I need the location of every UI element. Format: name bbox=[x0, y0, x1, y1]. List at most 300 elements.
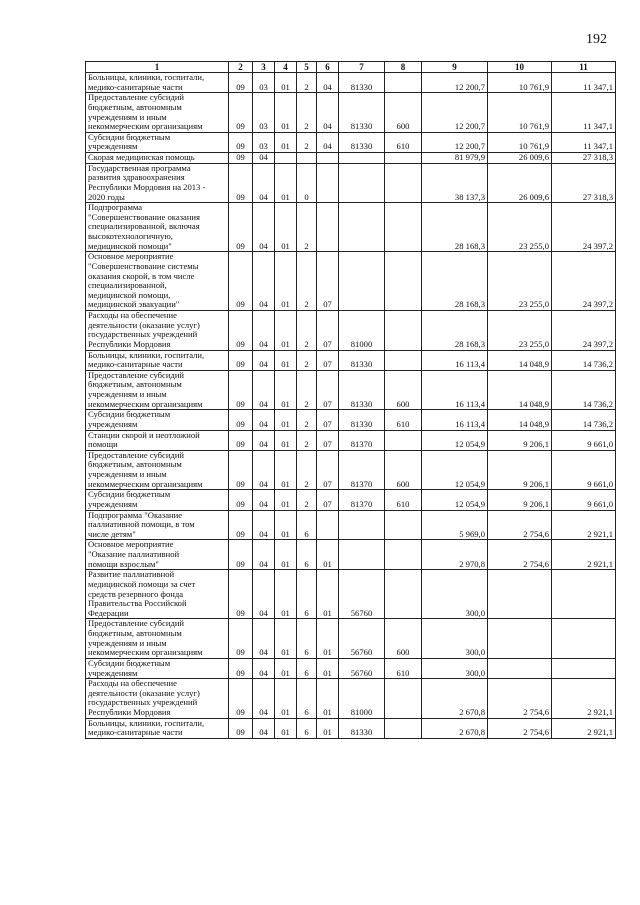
amount-2018: 5 969,0 bbox=[422, 510, 488, 540]
item-name bbox=[86, 679, 229, 719]
expense-code bbox=[339, 163, 385, 203]
section-code: 04 bbox=[253, 370, 275, 410]
program-code: 01 bbox=[275, 510, 297, 540]
amount-2018: 81 979,9 bbox=[422, 153, 488, 164]
item-name-line: учреждениям bbox=[88, 418, 138, 429]
amount-2019: 23 255,0 bbox=[488, 311, 552, 351]
item-name-line: учреждениям и иным bbox=[88, 469, 167, 480]
section-code: 04 bbox=[253, 252, 275, 311]
type-code: 600 bbox=[385, 619, 422, 659]
ministry-code: 09 bbox=[229, 658, 253, 678]
amount-2019: 2 754,6 bbox=[488, 679, 552, 719]
expense-code: 56760 bbox=[339, 570, 385, 619]
item-name-line: Субсидии бюджетным bbox=[88, 658, 171, 668]
column-header: 9 bbox=[422, 62, 488, 73]
item-name bbox=[86, 718, 229, 738]
item-name bbox=[86, 163, 229, 203]
item-name-line: Субсидии бюджетным bbox=[88, 489, 171, 500]
amount-2018: 12 054,9 bbox=[422, 450, 488, 490]
amount-2020: 27 318,3 bbox=[552, 153, 616, 164]
subprogram-code: 6 bbox=[297, 658, 317, 678]
amount-2019: 26 009,6 bbox=[488, 163, 552, 203]
amount-2020: 24 397,2 bbox=[552, 252, 616, 311]
amount-2019: 14 048,9 bbox=[488, 350, 552, 370]
section-code: 04 bbox=[253, 679, 275, 719]
event-code: 07 bbox=[317, 430, 339, 450]
item-name-line: Основное мероприятие bbox=[88, 539, 174, 550]
section-code: 04 bbox=[253, 450, 275, 490]
amount-2018: 16 113,4 bbox=[422, 410, 488, 430]
amount-2019: 10 761,9 bbox=[488, 93, 552, 133]
column-header: 2 bbox=[229, 62, 253, 73]
item-name-line: медицинской помощи" bbox=[88, 240, 172, 251]
amount-2020 bbox=[552, 658, 616, 678]
item-name-line: Предоставление субсидий bbox=[88, 618, 185, 629]
ministry-code: 09 bbox=[229, 430, 253, 450]
table-row bbox=[86, 163, 616, 203]
ministry-code: 09 bbox=[229, 718, 253, 738]
amount-2019: 23 255,0 bbox=[488, 252, 552, 311]
item-name bbox=[86, 570, 229, 619]
subprogram-code: 6 bbox=[297, 679, 317, 719]
amount-2018: 300,0 bbox=[422, 619, 488, 659]
item-name-line: деятельности (оказание услуг) bbox=[88, 687, 200, 698]
item-name-line: учреждениям bbox=[88, 141, 138, 152]
item-name bbox=[86, 430, 229, 450]
event-code bbox=[317, 203, 339, 252]
type-code bbox=[385, 252, 422, 311]
column-header: 11 bbox=[552, 62, 616, 73]
item-name-line: Подпрограмма "Оказание bbox=[88, 510, 183, 520]
amount-2019: 14 048,9 bbox=[488, 370, 552, 410]
subprogram-code: 6 bbox=[297, 570, 317, 619]
type-code bbox=[385, 679, 422, 719]
item-name-line: Расходы на обеспечение bbox=[88, 310, 177, 321]
amount-2019: 9 206,1 bbox=[488, 450, 552, 490]
expense-code: 81330 bbox=[339, 132, 385, 152]
type-code bbox=[385, 350, 422, 370]
type-code bbox=[385, 510, 422, 540]
table-row bbox=[86, 153, 616, 164]
expense-code: 81330 bbox=[339, 718, 385, 738]
ministry-code: 09 bbox=[229, 370, 253, 410]
ministry-code: 09 bbox=[229, 153, 253, 164]
item-name-line: Правительства Российской bbox=[88, 598, 187, 609]
item-name-line: медико-санитарные части bbox=[88, 359, 183, 370]
event-code: 07 bbox=[317, 410, 339, 430]
ministry-code: 09 bbox=[229, 540, 253, 570]
item-name-line: Государственная программа bbox=[88, 163, 191, 173]
program-code: 01 bbox=[275, 370, 297, 410]
amount-2018: 28 168,3 bbox=[422, 203, 488, 252]
ministry-code: 09 bbox=[229, 163, 253, 203]
section-code: 04 bbox=[253, 350, 275, 370]
item-name-line: Расходы на обеспечение bbox=[88, 678, 177, 689]
subprogram-code: 6 bbox=[297, 540, 317, 570]
program-code: 01 bbox=[275, 490, 297, 510]
amount-2019 bbox=[488, 658, 552, 678]
type-code bbox=[385, 570, 422, 619]
item-name bbox=[86, 311, 229, 351]
event-code: 01 bbox=[317, 658, 339, 678]
table-row bbox=[86, 93, 616, 133]
section-code: 04 bbox=[253, 153, 275, 164]
type-code bbox=[385, 430, 422, 450]
ministry-code: 09 bbox=[229, 132, 253, 152]
section-code: 04 bbox=[253, 410, 275, 430]
ministry-code: 09 bbox=[229, 450, 253, 490]
item-name bbox=[86, 350, 229, 370]
item-name-line: бюджетным, автономным bbox=[88, 101, 182, 112]
expense-code: 81370 bbox=[339, 430, 385, 450]
expense-code: 81000 bbox=[339, 679, 385, 719]
expense-code: 81000 bbox=[339, 311, 385, 351]
amount-2018: 12 054,9 bbox=[422, 490, 488, 510]
section-code: 04 bbox=[253, 658, 275, 678]
subprogram-code: 2 bbox=[297, 93, 317, 133]
section-code: 04 bbox=[253, 490, 275, 510]
program-code: 01 bbox=[275, 570, 297, 619]
item-name-line: деятельности (оказание услуг) bbox=[88, 319, 200, 330]
ministry-code: 09 bbox=[229, 252, 253, 311]
program-code: 01 bbox=[275, 350, 297, 370]
item-name-line: "Оказание паллиативной bbox=[88, 549, 180, 560]
event-code: 01 bbox=[317, 540, 339, 570]
amount-2019: 2 754,6 bbox=[488, 540, 552, 570]
item-name-line: паллиативной помощи, в том bbox=[88, 519, 195, 530]
expense-code: 81330 bbox=[339, 370, 385, 410]
table-row bbox=[86, 350, 616, 370]
subprogram-code: 6 bbox=[297, 510, 317, 540]
event-code: 07 bbox=[317, 490, 339, 510]
subprogram-code: 2 bbox=[297, 430, 317, 450]
ministry-code: 09 bbox=[229, 73, 253, 93]
amount-2019 bbox=[488, 619, 552, 659]
type-code bbox=[385, 540, 422, 570]
type-code: 610 bbox=[385, 658, 422, 678]
ministry-code: 09 bbox=[229, 619, 253, 659]
subprogram-code: 2 bbox=[297, 450, 317, 490]
item-name-line: Предоставление субсидий bbox=[88, 92, 185, 103]
subprogram-code: 2 bbox=[297, 490, 317, 510]
amount-2018: 12 054,9 bbox=[422, 430, 488, 450]
item-name bbox=[86, 658, 229, 678]
table-row bbox=[86, 510, 616, 540]
amount-2020: 24 397,2 bbox=[552, 203, 616, 252]
amount-2018: 16 113,4 bbox=[422, 350, 488, 370]
item-name-line: помощи взрослым" bbox=[88, 558, 159, 569]
section-code: 04 bbox=[253, 430, 275, 450]
column-header: 10 bbox=[488, 62, 552, 73]
event-code: 07 bbox=[317, 350, 339, 370]
ministry-code: 09 bbox=[229, 679, 253, 719]
expense-code: 81330 bbox=[339, 350, 385, 370]
table-row bbox=[86, 203, 616, 252]
item-name-line: учреждениям и иным bbox=[88, 637, 167, 648]
item-name-line: 2020 годы bbox=[88, 191, 125, 202]
amount-2019: 9 206,1 bbox=[488, 430, 552, 450]
table-row bbox=[86, 430, 616, 450]
table-row bbox=[86, 679, 616, 719]
event-code: 01 bbox=[317, 679, 339, 719]
program-code: 01 bbox=[275, 679, 297, 719]
item-name bbox=[86, 410, 229, 430]
amount-2020: 14 736,2 bbox=[552, 410, 616, 430]
item-name-line: числе детям" bbox=[88, 528, 136, 539]
item-name-line: развития здравоохранения bbox=[88, 172, 185, 183]
amount-2020: 2 921,1 bbox=[552, 718, 616, 738]
expense-code bbox=[339, 252, 385, 311]
event-code: 01 bbox=[317, 718, 339, 738]
item-name bbox=[86, 93, 229, 133]
column-header: 5 bbox=[297, 62, 317, 73]
program-code: 01 bbox=[275, 410, 297, 430]
item-name-line: Субсидии бюджетным bbox=[88, 409, 171, 420]
item-name-line: помощи bbox=[88, 439, 118, 450]
program-code: 01 bbox=[275, 252, 297, 311]
program-code: 01 bbox=[275, 718, 297, 738]
item-name-line: учреждениям и иным bbox=[88, 389, 167, 400]
table-row bbox=[86, 490, 616, 510]
subprogram-code: 2 bbox=[297, 73, 317, 93]
ministry-code: 09 bbox=[229, 350, 253, 370]
item-name-line: учреждениям bbox=[88, 667, 138, 678]
item-name-line: Скорая медицинская помощь bbox=[88, 152, 195, 163]
item-name-line: бюджетным, автономным bbox=[88, 459, 182, 470]
program-code: 01 bbox=[275, 658, 297, 678]
amount-2020: 2 921,1 bbox=[552, 679, 616, 719]
item-name-line: бюджетным, автономным bbox=[88, 379, 182, 390]
program-code: 01 bbox=[275, 311, 297, 351]
subprogram-code: 2 bbox=[297, 410, 317, 430]
item-name-line: некоммерческим организациям bbox=[88, 647, 203, 658]
item-name bbox=[86, 370, 229, 410]
amount-2020 bbox=[552, 619, 616, 659]
type-code: 600 bbox=[385, 370, 422, 410]
table-row bbox=[86, 570, 616, 619]
amount-2020: 9 661,0 bbox=[552, 490, 616, 510]
event-code: 07 bbox=[317, 311, 339, 351]
table-row bbox=[86, 311, 616, 351]
amount-2018: 12 200,7 bbox=[422, 73, 488, 93]
program-code: 01 bbox=[275, 430, 297, 450]
amount-2019: 10 761,9 bbox=[488, 132, 552, 152]
item-name bbox=[86, 540, 229, 570]
subprogram-code: 2 bbox=[297, 311, 317, 351]
item-name-line: Предоставление субсидий bbox=[88, 370, 185, 380]
item-name-line: Станции скорой и неотложной bbox=[88, 430, 200, 440]
type-code bbox=[385, 163, 422, 203]
header-row bbox=[86, 62, 616, 73]
amount-2018: 2 670,8 bbox=[422, 679, 488, 719]
amount-2019: 14 048,9 bbox=[488, 410, 552, 430]
amount-2019 bbox=[488, 570, 552, 619]
subprogram-code: 2 bbox=[297, 203, 317, 252]
expense-code: 81330 bbox=[339, 93, 385, 133]
amount-2020: 2 921,1 bbox=[552, 510, 616, 540]
amount-2020: 11 347,1 bbox=[552, 93, 616, 133]
expense-code: 81330 bbox=[339, 410, 385, 430]
event-code: 07 bbox=[317, 450, 339, 490]
event-code: 04 bbox=[317, 73, 339, 93]
amount-2019: 10 761,9 bbox=[488, 73, 552, 93]
item-name-line: медицинской помощи за счет bbox=[88, 578, 196, 589]
budget-table bbox=[85, 61, 616, 739]
item-name-line: некоммерческим организациям bbox=[88, 121, 203, 132]
item-name bbox=[86, 153, 229, 164]
type-code: 600 bbox=[385, 93, 422, 133]
section-code: 04 bbox=[253, 203, 275, 252]
table-row bbox=[86, 450, 616, 490]
amount-2020: 2 921,1 bbox=[552, 540, 616, 570]
table-row bbox=[86, 73, 616, 93]
amount-2018: 38 137,3 bbox=[422, 163, 488, 203]
event-code bbox=[317, 153, 339, 164]
event-code: 07 bbox=[317, 370, 339, 410]
table-row bbox=[86, 132, 616, 152]
amount-2018: 2 670,8 bbox=[422, 718, 488, 738]
subprogram-code bbox=[297, 153, 317, 164]
subprogram-code: 2 bbox=[297, 350, 317, 370]
amount-2019: 26 009,6 bbox=[488, 153, 552, 164]
amount-2020: 14 736,2 bbox=[552, 350, 616, 370]
item-name-line: Больницы, клиники, госпитали, bbox=[88, 350, 205, 360]
item-name bbox=[86, 510, 229, 540]
item-name-line: высокотехнологичную, bbox=[88, 231, 173, 242]
table-row bbox=[86, 718, 616, 738]
type-code: 600 bbox=[385, 450, 422, 490]
item-name-line: оказания скорой, в том числе bbox=[88, 270, 195, 281]
section-code: 04 bbox=[253, 510, 275, 540]
program-code: 01 bbox=[275, 93, 297, 133]
subprogram-code: 2 bbox=[297, 132, 317, 152]
event-code: 01 bbox=[317, 570, 339, 619]
expense-code: 81330 bbox=[339, 73, 385, 93]
item-name-line: Больницы, клиники, госпитали, bbox=[88, 718, 205, 728]
amount-2020: 27 318,3 bbox=[552, 163, 616, 203]
ministry-code: 09 bbox=[229, 570, 253, 619]
event-code: 01 bbox=[317, 619, 339, 659]
table-row bbox=[86, 410, 616, 430]
column-header: 3 bbox=[253, 62, 275, 73]
page-number: 192 bbox=[586, 32, 607, 47]
event-code: 04 bbox=[317, 93, 339, 133]
ministry-code: 09 bbox=[229, 410, 253, 430]
column-header: 4 bbox=[275, 62, 297, 73]
item-name bbox=[86, 73, 229, 93]
program-code: 01 bbox=[275, 73, 297, 93]
item-name-line: Республики Мордовия bbox=[88, 707, 171, 718]
subprogram-code: 6 bbox=[297, 718, 317, 738]
expense-code bbox=[339, 153, 385, 164]
section-code: 04 bbox=[253, 540, 275, 570]
item-name bbox=[86, 450, 229, 490]
item-name-line: специализированной, bbox=[88, 280, 167, 291]
amount-2020: 24 397,2 bbox=[552, 311, 616, 351]
table-row bbox=[86, 619, 616, 659]
item-name bbox=[86, 490, 229, 510]
section-code: 04 bbox=[253, 570, 275, 619]
type-code: 610 bbox=[385, 410, 422, 430]
expense-code: 56760 bbox=[339, 619, 385, 659]
item-name-line: Подпрограмма bbox=[88, 202, 143, 213]
type-code: 610 bbox=[385, 490, 422, 510]
item-name-line: некоммерческим организациям bbox=[88, 398, 203, 409]
program-code: 01 bbox=[275, 450, 297, 490]
subprogram-code: 0 bbox=[297, 163, 317, 203]
item-name-line: государственных учреждений bbox=[88, 697, 198, 708]
type-code bbox=[385, 718, 422, 738]
program-code: 01 bbox=[275, 163, 297, 203]
amount-2020: 11 347,1 bbox=[552, 132, 616, 152]
item-name-line: Субсидии бюджетным bbox=[88, 132, 171, 142]
item-name-line: средств резервного фонда bbox=[88, 588, 184, 599]
item-name-line: учреждениям и иным bbox=[88, 111, 167, 122]
subprogram-code: 2 bbox=[297, 370, 317, 410]
amount-2018: 12 200,7 bbox=[422, 132, 488, 152]
table-row bbox=[86, 658, 616, 678]
amount-2020: 9 661,0 bbox=[552, 450, 616, 490]
section-code: 03 bbox=[253, 132, 275, 152]
amount-2020: 9 661,0 bbox=[552, 430, 616, 450]
item-name bbox=[86, 132, 229, 152]
column-header: 7 bbox=[339, 62, 385, 73]
type-code bbox=[385, 153, 422, 164]
item-name-line: бюджетным, автономным bbox=[88, 628, 182, 639]
expense-code: 81370 bbox=[339, 450, 385, 490]
section-code: 04 bbox=[253, 619, 275, 659]
column-header: 1 bbox=[86, 62, 229, 73]
table-row bbox=[86, 540, 616, 570]
amount-2020: 11 347,1 bbox=[552, 73, 616, 93]
amount-2018: 28 168,3 bbox=[422, 311, 488, 351]
section-code: 04 bbox=[253, 311, 275, 351]
table-row bbox=[86, 370, 616, 410]
ministry-code: 09 bbox=[229, 510, 253, 540]
item-name-line: специализированной, включая bbox=[88, 221, 200, 232]
amount-2018: 12 200,7 bbox=[422, 93, 488, 133]
program-code: 01 bbox=[275, 203, 297, 252]
event-code: 04 bbox=[317, 132, 339, 152]
amount-2019: 23 255,0 bbox=[488, 203, 552, 252]
program-code: 01 bbox=[275, 132, 297, 152]
column-header: 6 bbox=[317, 62, 339, 73]
item-name-line: Федерации bbox=[88, 607, 129, 618]
type-code bbox=[385, 73, 422, 93]
subprogram-code: 6 bbox=[297, 619, 317, 659]
amount-2018: 300,0 bbox=[422, 570, 488, 619]
amount-2020 bbox=[552, 570, 616, 619]
amount-2020: 14 736,2 bbox=[552, 370, 616, 410]
amount-2018: 16 113,4 bbox=[422, 370, 488, 410]
column-header: 8 bbox=[385, 62, 422, 73]
type-code: 610 bbox=[385, 132, 422, 152]
section-code: 03 bbox=[253, 93, 275, 133]
program-code: 01 bbox=[275, 540, 297, 570]
item-name-line: Основное мероприятие bbox=[88, 251, 174, 262]
item-name-line: Республики Мордовия bbox=[88, 338, 171, 349]
item-name-line: "Совершенствование оказания bbox=[88, 211, 200, 222]
expense-code bbox=[339, 510, 385, 540]
type-code bbox=[385, 203, 422, 252]
item-name-line: некоммерческим организациям bbox=[88, 478, 203, 489]
item-name-line: Предоставление субсидий bbox=[88, 450, 185, 460]
item-name-line: учреждениям bbox=[88, 498, 138, 509]
item-name-line: государственных учреждений bbox=[88, 329, 198, 340]
item-name-line: "Совершенствование системы bbox=[88, 260, 199, 271]
amount-2018: 2 970,8 bbox=[422, 540, 488, 570]
item-name-line: медико-санитарные части bbox=[88, 727, 183, 738]
